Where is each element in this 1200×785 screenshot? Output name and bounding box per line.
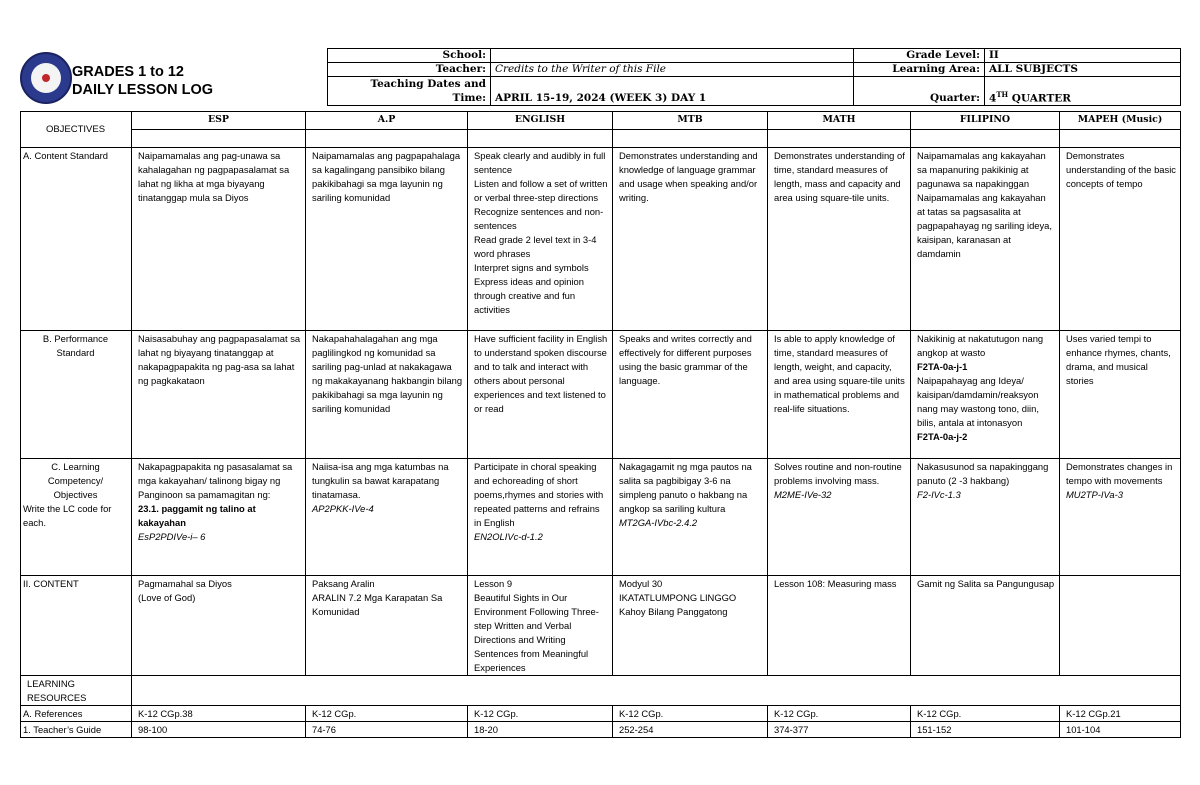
performance-label-line2: Standard <box>56 347 95 358</box>
blank-cell <box>613 130 768 148</box>
blank-cell <box>306 130 468 148</box>
seal-center <box>31 63 61 93</box>
lc-label-line2: Competency/ <box>47 475 104 486</box>
lc-mtb-text: Nakagagamit ng mga pautos na salita sa pagbibigay 3-6 na simpleng panuto o hakbang na angkop sa sariling kultura <box>619 461 752 514</box>
school-label: School: <box>328 49 491 63</box>
blank-cell <box>132 130 306 148</box>
teacher-value: Credits to the Writer of this File <box>491 63 854 77</box>
references-mtb: K-12 CGp. <box>613 706 768 722</box>
teachers-guide-mapeh: 101-104 <box>1060 722 1181 738</box>
lc-mtb-code: MT2GA-IVbc-2.4.2 <box>619 517 698 528</box>
content-filipino: Gamit ng Salita sa Pangungusap <box>911 576 1060 676</box>
content-ap-line1: Paksang Aralin <box>312 578 375 589</box>
learning-competency-mtb <box>613 459 768 576</box>
references-math: K-12 CGp. <box>768 706 911 722</box>
lc-esp-code: EsP2PDIVe-i– 6 <box>138 531 206 542</box>
learning-resources-label: LEARNING RESOURCES <box>21 676 132 706</box>
filipino-perf-text1: Nakikinig at nakatutugon nang angkop at wasto <box>917 333 1044 358</box>
content-math: Lesson 108: Measuring mass <box>768 576 911 676</box>
content-label: II. CONTENT <box>21 576 132 676</box>
content-esp: Pagmamahal sa Diyos (Love of God) <box>132 576 306 676</box>
content-standard-math: Demonstrates understanding of time, standard measures of length, mass and capacity and area using square-tile units. <box>768 148 911 331</box>
lc-math-code: M2ME-IVe-32 <box>774 489 832 500</box>
quarter-value <box>985 77 1181 106</box>
dates-label-line2: Time: <box>452 92 486 104</box>
col-header-english: ENGLISH <box>468 112 613 130</box>
objectives-label: OBJECTIVES <box>21 112 132 148</box>
doc-title-line1: GRADES 1 to 12 <box>72 64 184 80</box>
content-standard-label: A. Content Standard <box>21 148 132 331</box>
content-ap <box>306 576 468 676</box>
blank-cell <box>1060 130 1181 148</box>
teacher-label: Teacher: <box>328 63 491 77</box>
learning-competency-filipino <box>911 459 1060 576</box>
filipino-perf-code2: F2TA-0a-j-2 <box>917 431 968 442</box>
lc-label-note: Write the LC code for each. <box>23 503 112 528</box>
content-mtb-line1: Modyul 30 <box>619 578 663 589</box>
lc-english-text: Participate in choral speaking and echoreading of short poems,rhymes and stories with repeated patterns and refrains in English <box>474 461 604 528</box>
content-standard-mapeh: Demonstrates understanding of the basic concepts of tempo <box>1060 148 1181 331</box>
blank-cell <box>468 130 613 148</box>
col-header-mapeh: MAPEH (Music) <box>1060 112 1181 130</box>
dates-label-line1: Teaching Dates and <box>370 78 486 90</box>
col-header-mtb: MTB <box>613 112 768 130</box>
references-english: K-12 CGp. <box>468 706 613 722</box>
dates-value: APRIL 15-19, 2024 (WEEK 3) DAY 1 <box>491 77 854 106</box>
dates-label <box>328 77 491 106</box>
lesson-log-table <box>20 111 1181 738</box>
performance-standard-mapeh: Uses varied tempi to enhance rhymes, chants, drama, and musical stories <box>1060 331 1181 459</box>
content-ap-line2: ARALIN 7.2 Mga Karapatan Sa Komunidad <box>312 592 443 617</box>
deped-seal-icon <box>20 52 72 104</box>
content-mapeh <box>1060 576 1181 676</box>
content-mtb <box>613 576 768 676</box>
blank-cell <box>768 130 911 148</box>
performance-label-line1: B. Performance <box>42 333 109 344</box>
quarter-rest: QUARTER <box>1008 92 1072 104</box>
learning-competency-english <box>468 459 613 576</box>
teachers-guide-filipino: 151-152 <box>911 722 1060 738</box>
teachers-guide-ap: 74-76 <box>306 722 468 738</box>
teachers-guide-esp: 98-100 <box>132 722 306 738</box>
lc-esp-bold: 23.1. paggamit ng talino at kakayahan <box>138 503 256 528</box>
lc-filipino-text: Nakasusunod sa napakinggang panuto (2 -3 hakbang) <box>917 461 1049 486</box>
content-standard-esp: Naipamamalas ang pag-unawa sa kahalagahan ng pagpapasalamat sa lahat ng likha at mga biyayang tinatanggap mula sa Diyos <box>132 148 306 331</box>
content-english-line2: Beautiful Sights in Our Environment Following Three-step Written and Verbal Directions and Writing Sentences from Meaningful Experiences <box>474 592 599 673</box>
col-header-filipino: FILIPINO <box>911 112 1060 130</box>
content-mtb-line3: Kahoy Bilang Panggatong <box>619 606 728 617</box>
lc-mapeh-code: MU2TP-IVa-3 <box>1066 489 1123 500</box>
grade-label: Grade Level: <box>854 49 985 63</box>
teachers-guide-english: 18-20 <box>468 722 613 738</box>
content-standard-english: Speak clearly and audibly in full sentence Listen and follow a set of written or verbal three-step directions Recognize sentences and non-sentences Read grade 2 level text in 3-4 word phrases Interpret signs and symbols Express ideas and opinion through creative and fun activities <box>468 148 613 331</box>
quarter-sup: TH <box>996 89 1009 99</box>
references-ap: K-12 CGp. <box>306 706 468 722</box>
content-english-line1: Lesson 9 <box>474 578 513 589</box>
area-value: ALL SUBJECTS <box>985 63 1181 77</box>
lc-math-text: Solves routine and non-routine problems involving mass. <box>774 461 902 486</box>
references-esp: K-12 CGp.38 <box>132 706 306 722</box>
performance-standard-math: Is able to apply knowledge of time, standard measures of length, weight, and capacity, and area using square-tile units in mathematical problems and real-life situations. <box>768 331 911 459</box>
content-standard-filipino: Naipamamalas ang kakayahan sa mapanuring pakikinig at pagunawa sa napakinggan Naipamamalas ang kakayahan at tatas sa pagsasalita at pagpapahayag ng sariling ideya, kaisipan, karanasan at damdamin <box>911 148 1060 331</box>
content-mtb-line2: IKATATLUMPONG LINGGO <box>619 592 737 603</box>
area-label: Learning Area: <box>854 63 985 77</box>
doc-title-line2: DAILY LESSON LOG <box>72 82 213 98</box>
teachers-guide-mtb: 252-254 <box>613 722 768 738</box>
learning-competency-esp <box>132 459 306 576</box>
col-header-ap: A.P <box>306 112 468 130</box>
col-header-esp: ESP <box>132 112 306 130</box>
performance-standard-esp: Naisasabuhay ang pagpapasalamat sa lahat ng biyayang tinatanggap at nakapagpapakita ng pag-asa sa lahat ng pagkakataon <box>132 331 306 459</box>
info-table <box>327 48 1181 106</box>
lc-ap-text: Naiisa-isa ang mga katumbas na tungkulin sa bawat karapatang tinatamasa. <box>312 461 449 500</box>
learning-competency-math <box>768 459 911 576</box>
references-label: A. References <box>21 706 132 722</box>
school-value <box>491 49 854 63</box>
lc-label-line3: Objectives <box>53 489 98 500</box>
blank-cell <box>911 130 1060 148</box>
references-mapeh: K-12 CGp.21 <box>1060 706 1181 722</box>
references-filipino: K-12 CGp. <box>911 706 1060 722</box>
quarter-label: Quarter: <box>854 77 985 106</box>
performance-standard-english: Have sufficient facility in English to understand spoken discourse and to talk and interact with others about personal experiences and text listened to or read <box>468 331 613 459</box>
performance-standard-mtb: Speaks and writes correctly and effectively for different purposes using the basic grammar of the language. <box>613 331 768 459</box>
teachers-guide-math: 374-377 <box>768 722 911 738</box>
teachers-guide-label: 1. Teacher’s Guide <box>21 722 132 738</box>
col-header-math: MATH <box>768 112 911 130</box>
lc-mapeh-text: Demonstrates changes in tempo with movements <box>1066 461 1173 486</box>
seal-emblem <box>42 74 50 82</box>
learning-competency-mapeh <box>1060 459 1181 576</box>
content-english <box>468 576 613 676</box>
performance-standard-ap: Nakapahahalagahan ang mga paglilingkod ng komunidad sa sariling pag-unlad at nakakagawa ng makakayanang hakbangin bilang pakikibahagi sa mga layunin ng sariling komunidad <box>306 331 468 459</box>
lc-filipino-code: F2-IVc-1.3 <box>917 489 961 500</box>
grade-value: II <box>985 49 1181 63</box>
learning-competency-label <box>21 459 132 576</box>
filipino-perf-text2: Naipapahayag ang Ideya/ kaisipan/damdamin/reaksyon nang may wastong tono, diin, bilis, antala at intonasyon <box>917 375 1039 428</box>
performance-standard-filipino <box>911 331 1060 459</box>
performance-standard-label <box>21 331 132 459</box>
learning-competency-ap <box>306 459 468 576</box>
lc-english-code: EN2OLIVc-d-1.2 <box>474 531 543 542</box>
filipino-perf-code1: F2TA-0a-j-1 <box>917 361 968 372</box>
lc-ap-code: AP2PKK-IVe-4 <box>312 503 374 514</box>
learning-resources-blank <box>132 676 1181 706</box>
lc-label-line1: C. Learning <box>51 461 100 472</box>
content-standard-ap: Naipamamalas ang pagpapahalaga sa kagalingang pansibiko bilang pakikibahagi sa mga layunin ng sariling komunidad <box>306 148 468 331</box>
quarter-num: 4 <box>989 92 997 104</box>
content-standard-mtb: Demonstrates understanding and knowledge of language grammar and usage when speaking and/or writing. <box>613 148 768 331</box>
lc-esp-text: Nakapagpapakita ng pasasalamat sa mga kakayahan/ talinong bigay ng Panginoon sa pamamagitan ng: <box>138 461 293 500</box>
